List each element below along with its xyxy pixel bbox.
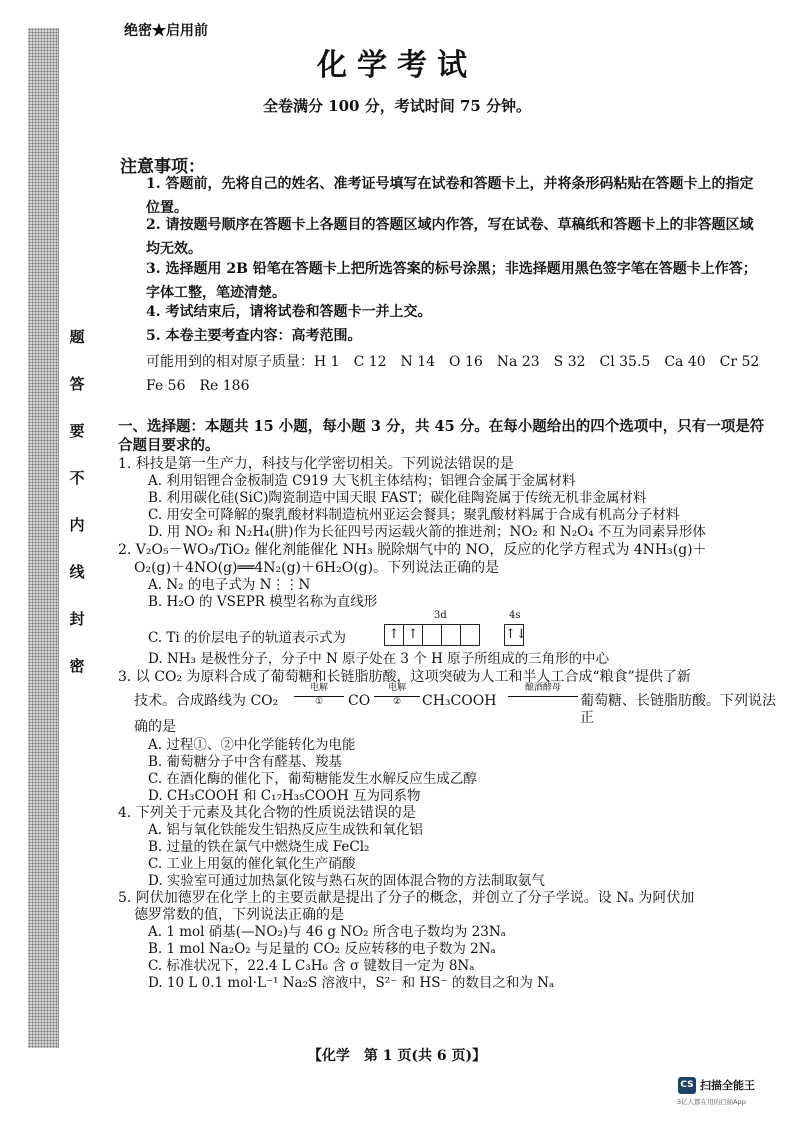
arrow-line xyxy=(508,693,578,697)
question-option: D. 用 NO₂ 和 N₂H₄(肼)作为长征四号丙运载火箭的推进剂；NO₂ 和 N₂O₄ 不互为同素异形体 xyxy=(148,524,706,540)
orbital-box xyxy=(460,624,480,646)
section-heading: 一、选择题：本题共 15 小题，每小题 3 分，共 45 分。在每小题给出的四个选项中，只有一项是符合题目要求的。 xyxy=(118,418,765,454)
question-option: C. 在酒化酶的催化下，葡萄糖能发生水解反应生成乙醇 xyxy=(148,771,477,787)
question-stem: 5. 阿伏加德罗在化学上的主要贡献是提出了分子的概念，并创立了分子学说。设 Nₐ 为阿伏加 xyxy=(118,890,695,906)
arrow-label-top: 电解 xyxy=(387,683,406,693)
arrow-label-top: 酿酒酵母 xyxy=(524,683,561,693)
strip-char: 要 xyxy=(69,422,85,440)
question-option: C. 标准状况下，22.4 L C₃H₆ 含 σ 键数目一定为 8Nₐ xyxy=(148,958,475,974)
page-footer: 【化学 第 1 页(共 6 页)】 xyxy=(307,1048,487,1064)
question-option: B. 1 mol Na₂O₂ 与足量的 CO₂ 反应转移的电子数为 2Nₐ xyxy=(148,941,496,957)
question-option: B. 过量的铁在氯气中燃烧生成 FeCl₂ xyxy=(148,839,370,855)
route-acetic-acid: CH₃COOH xyxy=(422,693,497,709)
question-stem: O₂(g)＋4NO(g)══4N₂(g)＋6H₂O(g)。下列说法正确的是 xyxy=(134,560,500,576)
notice-item: 4. 考试结束后，请将试卷和答题卡一并上交。 xyxy=(146,304,432,320)
strip-char: 封 xyxy=(69,610,85,628)
notice-item: 1. 答题前，先将自己的姓名、准考证号填写在试卷和答题卡上，并将条形码粘贴在答题卡上的指定位置。 xyxy=(146,176,754,216)
question-option: A. 过程①、②中化学能转化为电能 xyxy=(148,737,356,753)
route-co: CO xyxy=(348,693,371,709)
question-option: D. NH₃ 是极性分子，分子中 N 原子处在 3 个 H 原子所组成的三角形的中心 xyxy=(148,651,610,667)
reaction-arrow xyxy=(294,683,344,707)
question-option: C. 工业上用氨的催化氧化生产硝酸 xyxy=(148,856,356,872)
question-stem: 2. V₂O₅－WO₃/TiO₂ 催化剂能催化 NH₃ 脱除烟气中的 NO，反应的化学方程式为 4NH₃(g)＋ xyxy=(118,542,707,558)
strip-char: 密 xyxy=(69,657,85,675)
orbital-box xyxy=(422,624,442,646)
question-option: A. N₂ 的电子式为 N⋮⋮N xyxy=(148,577,311,593)
atomic-masses: 可能用到的相对原子质量：H 1 C 12 N 14 O 16 Na 23 S 32 Cl 35.5 Ca 40 Cr 52 Fe 56 Re 186 xyxy=(146,354,774,394)
question-option: B. 葡萄糖分子中含有醛基、羧基 xyxy=(148,754,343,770)
orbital-3d-label: 3d xyxy=(434,610,447,621)
reaction-arrow xyxy=(374,683,420,707)
question-stem: 4. 下列关于元素及其化合物的性质说法错误的是 xyxy=(118,805,416,821)
strip-char: 答 xyxy=(69,375,85,393)
strip-char: 内 xyxy=(69,516,85,534)
orbital-box: ↑ xyxy=(403,624,423,646)
notice-item: 5. 本卷主要考查内容：高考范围。 xyxy=(146,328,362,344)
page-title: 化学考试 xyxy=(317,48,477,83)
binding-strip-text xyxy=(66,330,88,706)
notice-item: 3. 选择题用 2B 铅笔在答题卡上把所选答案的标号涂黑；非选择题用黑色签字笔在答题卡上作答；字体工整，笔迹清楚。 xyxy=(146,261,757,301)
orbital-box: ↑↓ xyxy=(504,624,524,646)
question-stem: 1. 科技是第一生产力，科技与化学密切相关。下列说法错误的是 xyxy=(118,456,514,472)
strip-char: 线 xyxy=(69,563,85,581)
question-option: B. 利用碳化硅(SiC)陶瓷制造中国天眼 FAST；碳化硅陶瓷属于传统无机非金属材料 xyxy=(148,490,647,506)
question-option: A. 1 mol 硝基(—NO₂)与 46 g NO₂ 所含电子数均为 23Nₐ xyxy=(148,924,506,940)
camscanner-tagline: 3亿人都在用的扫描App xyxy=(677,1098,746,1106)
binding-strip xyxy=(28,28,59,1048)
notice-item: 2. 请按题号顺序在答题卡上各题目的答题区域内作答，写在试卷、草稿纸和答题卡上的非答题区域均无效。 xyxy=(146,217,754,257)
camscanner-logo-icon: CS xyxy=(678,1077,696,1094)
question-option: D. 实验室可通过加热氯化铵与熟石灰的固体混合物的方法制取氨气 xyxy=(148,873,545,889)
orbital-box xyxy=(441,624,461,646)
orbital-box: ↑ xyxy=(384,624,404,646)
question-option: D. CH₃COOH 和 C₁₇H₃₅COOH 互为同系物 xyxy=(148,788,421,804)
question-option: C. Ti 的价层电子的轨道表示式为 xyxy=(148,630,347,646)
orbital-4s-label: 4s xyxy=(509,610,521,621)
camscanner-name: 扫描全能王 xyxy=(700,1079,755,1092)
route-prefix: 技术。合成路线为 CO₂ xyxy=(134,693,279,709)
arrow-label-bottom: ① xyxy=(314,697,324,707)
question-option: B. H₂O 的 VSEPR 模型名称为直线形 xyxy=(148,594,378,610)
strip-char: 不 xyxy=(69,469,85,487)
question-option: D. 10 L 0.1 mol·L⁻¹ Na₂S 溶液中，S²⁻ 和 HS⁻ 的数目之和为 Nₐ xyxy=(148,975,555,991)
confidential-label: 绝密★启用前 xyxy=(124,23,208,39)
page-subtitle: 全卷满分 100 分，考试时间 75 分钟。 xyxy=(262,97,532,115)
strip-char: 题 xyxy=(69,328,85,346)
question-option: C. 用安全可降解的聚乳酸材料制造杭州亚运会餐具；聚乳酸材料属于合成有机高分子材料 xyxy=(148,507,680,523)
route-suffix: 葡萄糖、长链脂肪酸。下列说法正 xyxy=(580,693,776,726)
question-option: A. 铝与氧化铁能发生铝热反应生成铁和氧化铝 xyxy=(148,822,423,838)
reaction-arrow xyxy=(508,683,578,697)
orbital-4s-diagram xyxy=(504,624,527,646)
orbital-3d-diagram xyxy=(384,624,479,646)
question-stem: 3. 以 CO₂ 为原料合成了葡萄糖和长链脂肪酸，这项突破为人工和半人工合成“粮食”提供了新 xyxy=(118,669,691,685)
question-stem: 确的是 xyxy=(134,719,176,735)
arrow-label-top: 电解 xyxy=(309,683,328,693)
question-stem: 德罗常数的值，下列说法正确的是 xyxy=(134,907,344,923)
notice-heading: 注意事项： xyxy=(120,157,205,177)
question-option: A. 利用铝锂合金板制造 C919 大飞机主体结构；铝锂合金属于金属材料 xyxy=(148,473,576,489)
arrow-label-bottom: ② xyxy=(392,697,402,707)
